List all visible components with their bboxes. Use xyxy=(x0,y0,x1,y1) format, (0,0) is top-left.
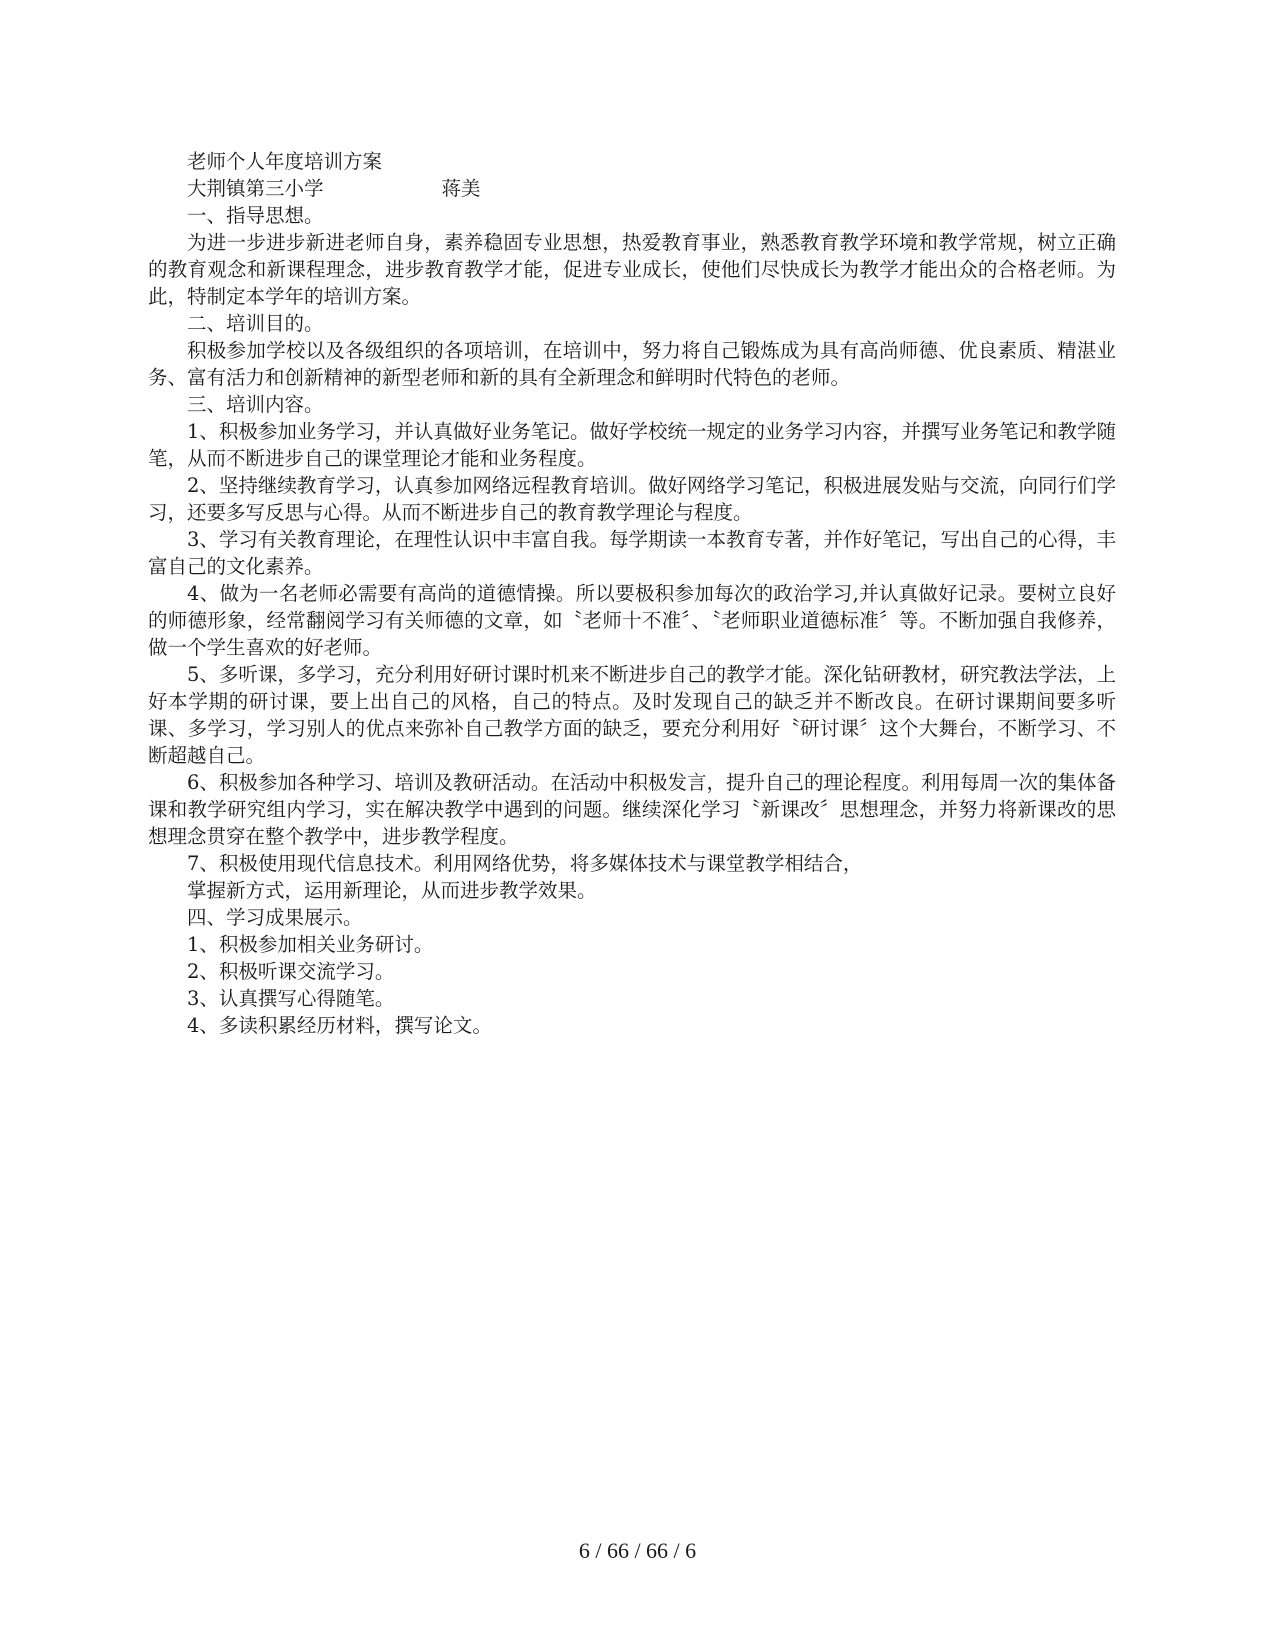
section-4-item-4: 4、多读积累经历材料，撰写论文。 xyxy=(187,1014,492,1037)
section-heading-4: 四、学习成果展示。 xyxy=(187,906,363,929)
section-3-item-1: 1、积极参加业务学习，并认真做好业务笔记。做好学校统一规定的业务学习内容，并撰写业务笔记和教学随笔，从而不断进步自己的课堂理论才能和业务程度。 xyxy=(148,420,1116,470)
section-3-item-4: 4、做为一名老师必需要有高尚的道德情操。所以要极积参加每次的政治学习,并认真做好记录。要树立良好的师德形象，经常翻阅学习有关师德的文章，如〝老师十不准〞、〝老师职业道德标准〞等。不断加强自我修养，做一个学生喜欢的好老师。 xyxy=(148,582,1116,659)
page-number-footer: 6 / 66 / 66 / 6 xyxy=(578,1538,697,1563)
section-2-body: 积极参加学校以及各级组织的各项培训，在培训中，努力将自己锻炼成为具有高尚师德、优良素质、精湛业务、富有活力和创新精神的新型老师和新的具有全新理念和鲜明时代特色的老师。 xyxy=(148,339,1116,389)
section-1-body: 为进一步进步新进老师自身，素养稳固专业思想，热爱教育事业，熟悉教育教学环境和教学常规，树立正确的教育观念和新课程理念，进步教育教学才能，促进专业成长，使他们尽快成长为教学才能出众的合格老师。为此，特制定本学年的培训方案。 xyxy=(148,231,1116,308)
school-name: 大荆镇第三小学 xyxy=(187,177,324,200)
author-name: 蒋美 xyxy=(441,177,481,200)
section-4-item-3: 3、认真撰写心得随笔。 xyxy=(187,987,395,1010)
byline xyxy=(148,175,1116,202)
document-page xyxy=(148,148,1116,1039)
section-3-item-3: 3、学习有关教育理论，在理性认识中丰富自我。每学期读一本教育专著，并作好笔记，写出自己的心得，丰富自己的文化素养。 xyxy=(148,528,1116,578)
section-3-item-7-line-1: 7、积极使用现代信息技术。利用网络优势，将多媒体技术与课堂教学相结合， xyxy=(187,852,863,875)
section-4-item-1: 1、积极参加相关业务研讨。 xyxy=(187,933,434,956)
document-title: 老师个人年度培训方案 xyxy=(187,150,383,173)
section-3-item-7-line-2: 掌握新方式，运用新理论，从而进步教学效果。 xyxy=(187,879,597,902)
section-heading-2: 二、培训目的。 xyxy=(187,312,324,335)
section-3-item-2: 2、坚持继续教育学习，认真参加网络远程教育培训。做好网络学习笔记，积极进展发贴与交流，向同行们学习，还要多写反思与心得。从而不断进步自己的教育教学理论与程度。 xyxy=(148,474,1116,524)
section-heading-1: 一、指导思想。 xyxy=(187,204,324,227)
section-4-item-2: 2、积极听课交流学习。 xyxy=(187,960,395,983)
section-3-item-6: 6、积极参加各种学习、培训及教研活动。在活动中积极发言，提升自己的理论程度。利用每周一次的集体备课和教学研究组内学习，实在解决教学中遇到的问题。继续深化学习〝新课改〞思想理念，并努力将新课改的思想理念贯穿在整个教学中，进步教学程度。 xyxy=(148,771,1116,848)
section-3-item-5: 5、多听课，多学习，充分利用好研讨课时机来不断进步自己的教学才能。深化钻研教材，研究教法学法，上好本学期的研讨课，要上出自己的风格，自己的特点。及时发现自己的缺乏并不断改良。在研讨课期间要多听课、多学习，学习别人的优点来弥补自己教学方面的缺乏，要充分利用好〝研讨课〞这个大舞台，不断学习、不断超越自己。 xyxy=(148,663,1116,767)
section-heading-3: 三、培训内容。 xyxy=(187,393,324,416)
